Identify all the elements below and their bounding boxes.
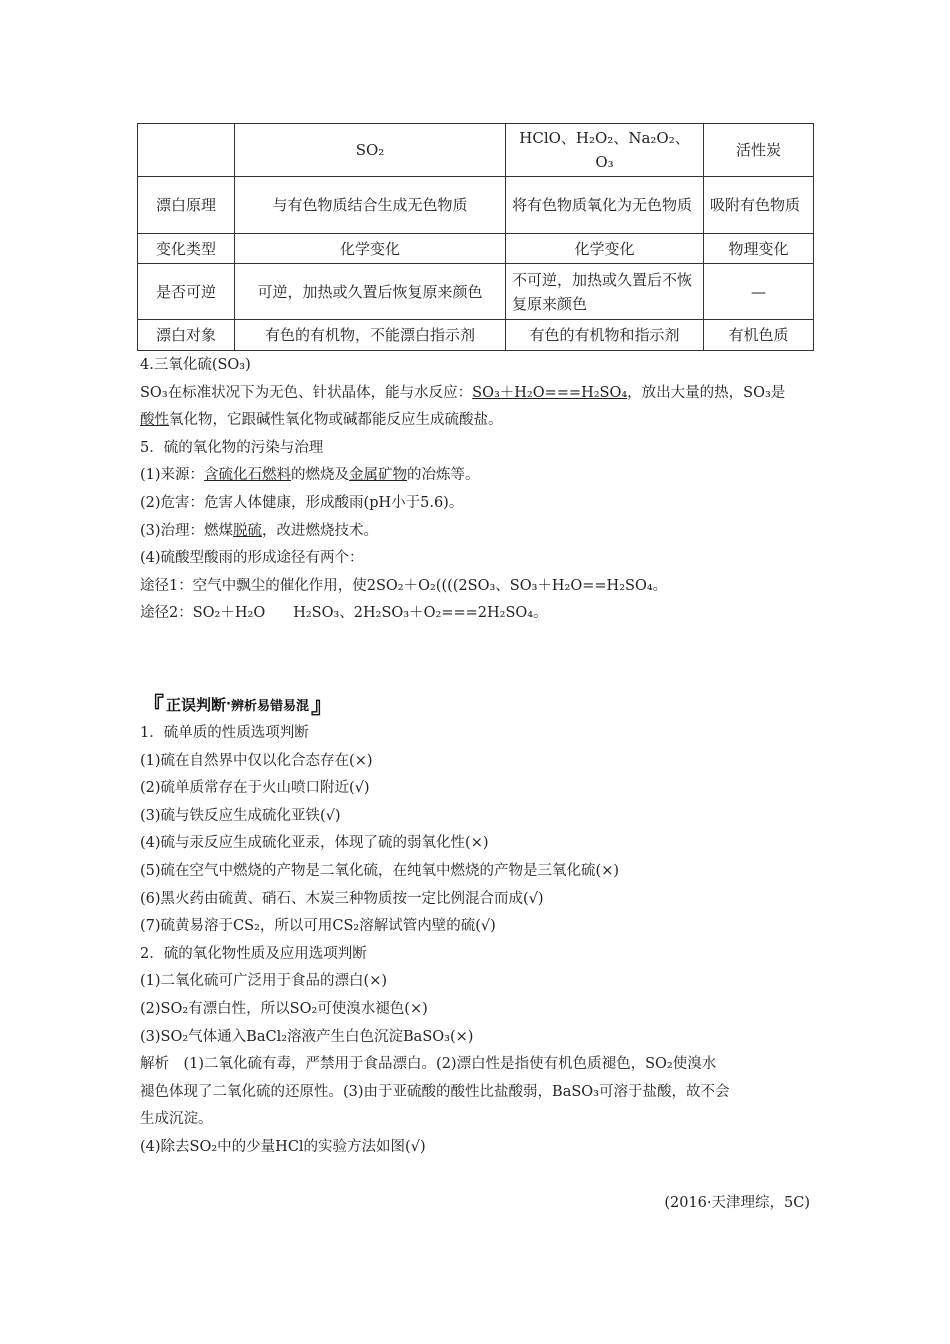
table-row [138,234,814,264]
list-item: (5)硫在空气中燃烧的产物是二氧化硫，在纯氧中燃烧的产物是三氧化硫(×) [140,862,619,879]
underlined-term: 脱硫 [233,522,263,539]
table-header-cell: SO₂ [235,124,506,177]
section-heading: 5．硫的氧化物的污染与治理 [140,439,324,456]
analysis-line: 解析 (1)二氧化硫有毒，严禁用于食品漂白。(2)漂白性是指使有机色质褪色，SO₂使溴水 [140,1056,717,1073]
list-item: (4)硫与汞反应生成硫化亚汞，体现了硫的弱氧化性(×) [140,835,489,852]
underlined-term: 酸性 [140,412,169,429]
table-cell: 将有色物质氧化为无色物质 [506,177,704,234]
paragraph-line: (2)危害：危害人体健康，形成酸雨(pH小于5.6)。 [140,494,464,511]
table-cell: 是否可逆 [138,264,235,320]
so3-section [140,352,815,628]
underlined-term: 含硫化石燃料 [204,467,292,484]
table-cell: 漂白对象 [138,320,235,351]
text-span: (3)治理：燃煤 [140,522,234,539]
list-item: (4)除去SO₂中的少量HCl的实验方法如图(√) [140,1138,426,1155]
text-span: ，放出大量的热，SO₃是 [627,384,786,401]
underlined-term: 金属矿物 [349,467,408,484]
paragraph-line [140,518,815,546]
banner-dot: · [226,696,231,712]
banner-subtitle: 辨析易错易混 [230,698,309,714]
table-cell: 不可逆，加热或久置后不恢复原来颜色 [506,264,704,320]
section-heading: 2．硫的氧化物性质及应用选项判断 [140,945,367,962]
table-cell: 与有色物质结合生成无色物质 [235,177,506,234]
list-item: (7)硫黄易溶于CS₂，所以可用CS₂溶解试管内壁的硫(√) [140,918,496,935]
list-item: (2)硫单质常存在于火山喷口附近(√) [140,780,370,797]
table-cell: 物理变化 [704,234,814,264]
analysis-line: 生成沉淀。 [140,1111,213,1128]
banner-close-bracket: 』 [311,693,334,719]
paragraph-line [140,600,815,628]
paragraph-line: 途径1：空气中飘尘的催化作用，使2SO₂＋O₂((((2SO₃、SO₃＋H₂O==H₂SO₄。 [140,577,668,594]
table-cell: — [704,264,814,320]
list-item: (1)硫在自然界中仅以化合态存在(×) [140,752,373,769]
list-item: (1)二氧化硫可广泛用于食品的漂白(×) [140,973,388,990]
table-cell: 吸附有色物质 [704,177,814,234]
list-item: (3)硫与铁反应生成硫化亚铁(√) [140,807,341,824]
text-span: 途径2：SO₂＋H₂O [140,605,266,622]
text-span: 氧化物，它跟碱性氧化物或碱都能反应生成硫酸盐。 [169,412,503,429]
text-span: ，改进燃烧技术。 [262,522,379,539]
paragraph-line: (4)硫酸型酸雨的形成途径有两个： [140,550,364,567]
underlined-equation: SO₃＋H₂O===H₂SO₄ [472,384,628,401]
table-row [138,264,814,320]
analysis-line: 褪色体现了二氧化硫的还原性。(3)由于亚硫酸的酸性比盐酸弱，BaSO₃可溶于盐酸，故不会 [140,1083,730,1100]
text-span: 的冶炼等。 [407,467,480,484]
table-row [138,177,814,234]
table-cell: 漂白原理 [138,177,235,234]
table-header-cell: HClO、H₂O₂、Na₂O₂、O₃ [506,124,704,177]
table-cell: 有机色质 [704,320,814,351]
list-item: (2)SO₂有漂白性，所以SO₂可使溴水褪色(×) [140,1000,428,1017]
text-span: (1)来源： [140,467,205,484]
table-header-cell [138,124,235,177]
text-span: H₂SO₃、2H₂SO₃＋O₂===2H₂SO₄。 [293,605,548,622]
banner-title: 正误判断 [166,695,227,714]
judgement-section [140,720,815,1162]
list-item: (6)黑火药由硫黄、硝石、木炭三种物质按一定比例混合而成(√) [140,890,544,907]
paragraph-line [140,407,815,435]
paragraph-line [140,380,815,408]
section-heading: 1．硫单质的性质选项判断 [140,725,309,741]
text-span: 的燃烧及 [291,467,350,484]
table-cell: 化学变化 [235,234,506,264]
list-item: (3)SO₂气体通入BaCl₂溶液产生白色沉淀BaSO₃(×) [140,1028,474,1045]
table-cell: 有色的有机物，不能漂白指示剂 [235,320,506,351]
source-citation: (2016·天津理综，5C) [664,1195,810,1211]
section-banner [140,692,335,719]
table-cell: 可逆，加热或久置后恢复原来颜色 [235,264,506,320]
table-header-row [138,124,814,177]
banner-open-bracket: 『 [142,693,165,719]
section-heading: 4.三氧化硫(SO₃) [140,357,251,373]
text-span: SO₃在标准状况下为无色、针状晶体，能与水反应： [140,384,473,401]
paragraph-line [140,462,815,490]
table-cell: 化学变化 [506,234,704,264]
table-cell: 变化类型 [138,234,235,264]
table-cell: 有色的有机物和指示剂 [506,320,704,351]
bleaching-comparison-table [137,123,814,351]
table-header-cell: 活性炭 [704,124,814,177]
table-row [138,320,814,351]
